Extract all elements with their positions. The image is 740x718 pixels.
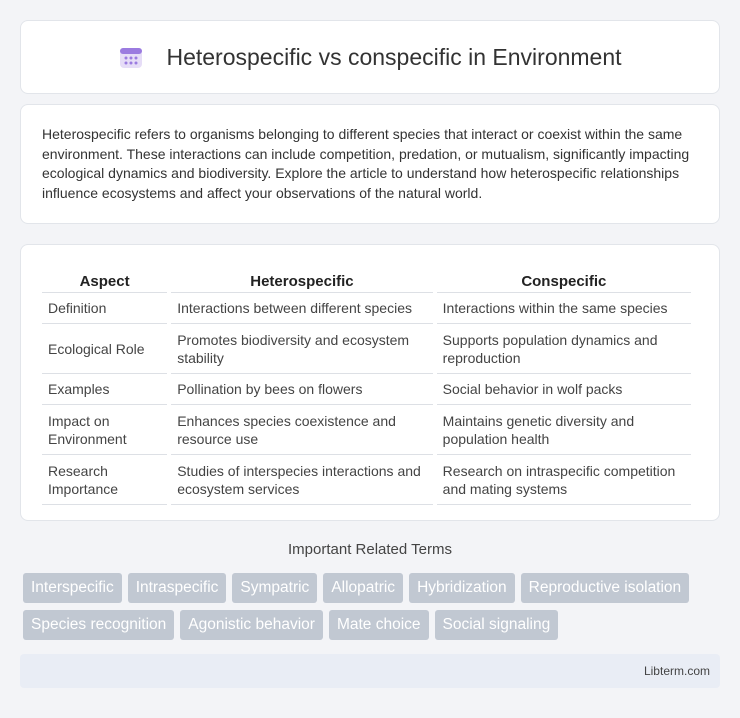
comparison-card: [20, 244, 720, 521]
table-row: [42, 374, 691, 405]
table-header-row: [42, 265, 691, 293]
related-term-tag[interactable]: Mate choice: [329, 610, 429, 640]
table-cell: Interactions within the same species: [437, 293, 691, 324]
comparison-table: [38, 265, 695, 505]
column-header-conspecific: Conspecific: [437, 265, 691, 293]
column-header-heterospecific: Heterospecific: [171, 265, 432, 293]
table-cell: Pollination by bees on flowers: [171, 374, 432, 405]
related-term-tag[interactable]: Intraspecific: [128, 573, 227, 603]
footer-site-link[interactable]: Libterm.com: [643, 664, 710, 678]
table-cell: Supports population dynamics and reproduction: [437, 324, 691, 374]
table-cell: Maintains genetic diversity and population health: [437, 405, 691, 455]
table-cell: Interactions between different species: [171, 293, 432, 324]
table-cell: Enhances species coexistence and resource use: [171, 405, 432, 455]
related-term-tag[interactable]: Agonistic behavior: [180, 610, 323, 640]
related-term-tag[interactable]: Allopatric: [323, 573, 403, 603]
related-term-tag[interactable]: Species recognition: [23, 610, 174, 640]
column-header-aspect: Aspect: [42, 265, 167, 293]
table-row: [42, 405, 691, 455]
calendar-icon: [118, 44, 144, 70]
table-row: [42, 324, 691, 374]
title-card: [20, 20, 720, 94]
related-terms-heading: Important Related Terms: [288, 541, 452, 558]
table-cell: Social behavior in wolf packs: [437, 374, 691, 405]
table-cell: Definition: [42, 293, 167, 324]
table-cell: Studies of interspecies interactions and ecosystem services: [171, 455, 432, 505]
intro-paragraph: Heterospecific refers to organisms belonging to different species that interact or coexist within the same environment. These interactions can include competition, predation, or mutualism, significantly impacting ecological dynamics and biodiversity. Explore the article to understand how heterospecific relationships influence ecosystems and affect your observations of the natural world.: [42, 126, 690, 201]
table-cell: Impact on Environment: [42, 405, 167, 455]
table-cell: Research on intraspecific competition and mating systems: [437, 455, 691, 505]
table-row: [42, 293, 691, 324]
related-term-tag[interactable]: Social signaling: [435, 610, 559, 640]
related-term-tag[interactable]: Sympatric: [232, 573, 317, 603]
table-cell: Promotes biodiversity and ecosystem stability: [171, 324, 432, 374]
related-term-tag[interactable]: Hybridization: [409, 573, 515, 603]
table-cell: Ecological Role: [42, 324, 167, 374]
related-term-tag[interactable]: Interspecific: [23, 573, 122, 603]
page-title: Heterospecific vs conspecific in Environment: [166, 43, 622, 70]
table-cell: Research Importance: [42, 455, 167, 505]
table-row: [42, 455, 691, 505]
intro-card: [20, 104, 720, 224]
related-terms-list: [23, 573, 723, 647]
table-cell: Examples: [42, 374, 167, 405]
footer: [20, 654, 720, 688]
related-term-tag[interactable]: Reproductive isolation: [521, 573, 690, 603]
